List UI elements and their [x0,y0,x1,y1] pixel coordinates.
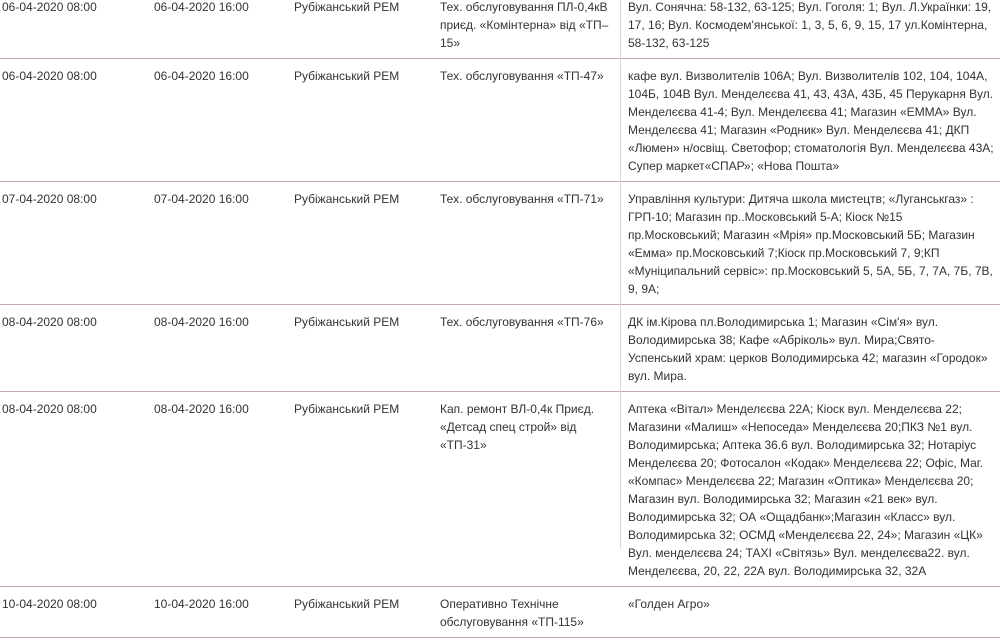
work-description-cell: Тех. обслуговування ПЛ-0,4кВ приєд. «Комінтерна» від «ТП–15» [432,0,620,59]
start-time-cell: 06-04-2020 08:00 [0,0,146,59]
start-time-cell: 10-04-2020 08:00 [0,587,146,638]
work-description-cell: Тех. обслуговування «ТП-47» [432,59,620,182]
addresses-cell: Вул. Сонячна: 58-132, 63-125; Вул. Гоголя: 1; Вул. Л.Українки: 19, 17, 16; Вул. Космодем'янської: 1, 3, 5, 6, 9, 15, 17 ул.Комінтерна, 58-132, 63-125 [620,0,1000,59]
end-time-cell: 07-04-2020 16:00 [146,182,286,305]
column-divider [620,0,621,549]
res-cell: Рубіжанський РЕМ [286,587,432,638]
addresses-cell: ДК ім.Кірова пл.Володимирська 1; Магазин «Сім'я» вул. Володимирська 38; Кафе «Абріколь» вул. Мира;Свято-Успенський храм: церков Володимирська 42; магазин «Городок» вул. Мира. [620,305,1000,392]
end-time-cell: 06-04-2020 16:00 [146,0,286,59]
start-time-cell: 08-04-2020 08:00 [0,305,146,392]
res-cell: Рубіжанський РЕМ [286,0,432,59]
end-time-cell: 10-04-2020 16:00 [146,587,286,638]
work-description-cell: Кап. ремонт ВЛ-0,4к Приєд. «Детсад спец строй» від «ТП-31» [432,392,620,587]
res-cell: Рубіжанський РЕМ [286,182,432,305]
res-cell: Рубіжанський РЕМ [286,305,432,392]
table-row [0,392,1000,587]
work-description-cell: Оперативно Технічне обслуговування «ТП-115» [432,587,620,638]
addresses-cell: кафе вул. Визволителів 106А; Вул. Визволителів 102, 104, 104А, 104Б, 104В Вул. Менделєєва 41, 43, 43А, 43Б, 45 Перукарня Вул. Менделєєва 41-4; Вул. Менделєєва 41; Магазин «ЕММА» Вул. Менделєєва 41; Магазин «Родник» Вул. Менделєєва 41; ДКП «Люмен» н/освіщ. Светофор; стоматологія Вул. Менделєєва 43А; Супер маркет«СПАР»; «Нова Пошта» [620,59,1000,182]
table-row [0,182,1000,305]
work-description-cell: Тех. обслуговування «ТП-76» [432,305,620,392]
start-time-cell: 06-04-2020 08:00 [0,59,146,182]
addresses-cell: «Голден Агро» [620,587,1000,638]
table-row [0,59,1000,182]
start-time-cell: 08-04-2020 08:00 [0,392,146,587]
addresses-cell: Управління культури: Дитяча школа мистецтв; «Луганськгаз» : ГРП-10; Магазин пр..Московський 5-А; Кіоск №15 пр.Московський; Магазин «Мрія» пр.Московський 5Б; Магазин «Емма» пр.Московський 7;Кіоск пр.Московський 7, 9;КП «Муніципальний сервіс»: пр.Московський 5, 5А, 5Б, 7, 7А, 7Б, 7В, 9, 9А; [620,182,1000,305]
end-time-cell: 08-04-2020 16:00 [146,305,286,392]
end-time-cell: 08-04-2020 16:00 [146,392,286,587]
table-row [0,305,1000,392]
table-row [0,587,1000,638]
end-time-cell: 06-04-2020 16:00 [146,59,286,182]
addresses-cell: Аптека «Вітал» Менделєєва 22А; Кіоск вул. Менделєєва 22; Магазини «Малиш» «Непоседа» Менделєєва 20;ПКЗ №1 вул. Володимирська; Аптека 36.6 вул. Володимирська 32; Нотаріус Менделєєва 20; Фотосалон «Кодак» Менделєєва 22; Офіс, Маг. «Компас» Менделєєва 22; Магазин «Оптика» Менделєєва 20; Магазин вул. Володимирська 32; Магазин «21 век» вул. Володимирська 32; ОА «Ощадбанк»;Магазин «Класс» вул. Володимирська 32; ОСМД «Менделєєва 22, 24»; Магазин «ЦК» Вул. менделєєва 24; ТАХІ «Світязь» Вул. менделєєва22. вул. Менделєєва, 20, 22, 22А вул. Володимирська 32, 32А [620,392,1000,587]
table-row [0,0,1000,59]
res-cell: Рубіжанський РЕМ [286,392,432,587]
work-description-cell: Тех. обслуговування «ТП-71» [432,182,620,305]
start-time-cell: 07-04-2020 08:00 [0,182,146,305]
res-cell: Рубіжанський РЕМ [286,59,432,182]
